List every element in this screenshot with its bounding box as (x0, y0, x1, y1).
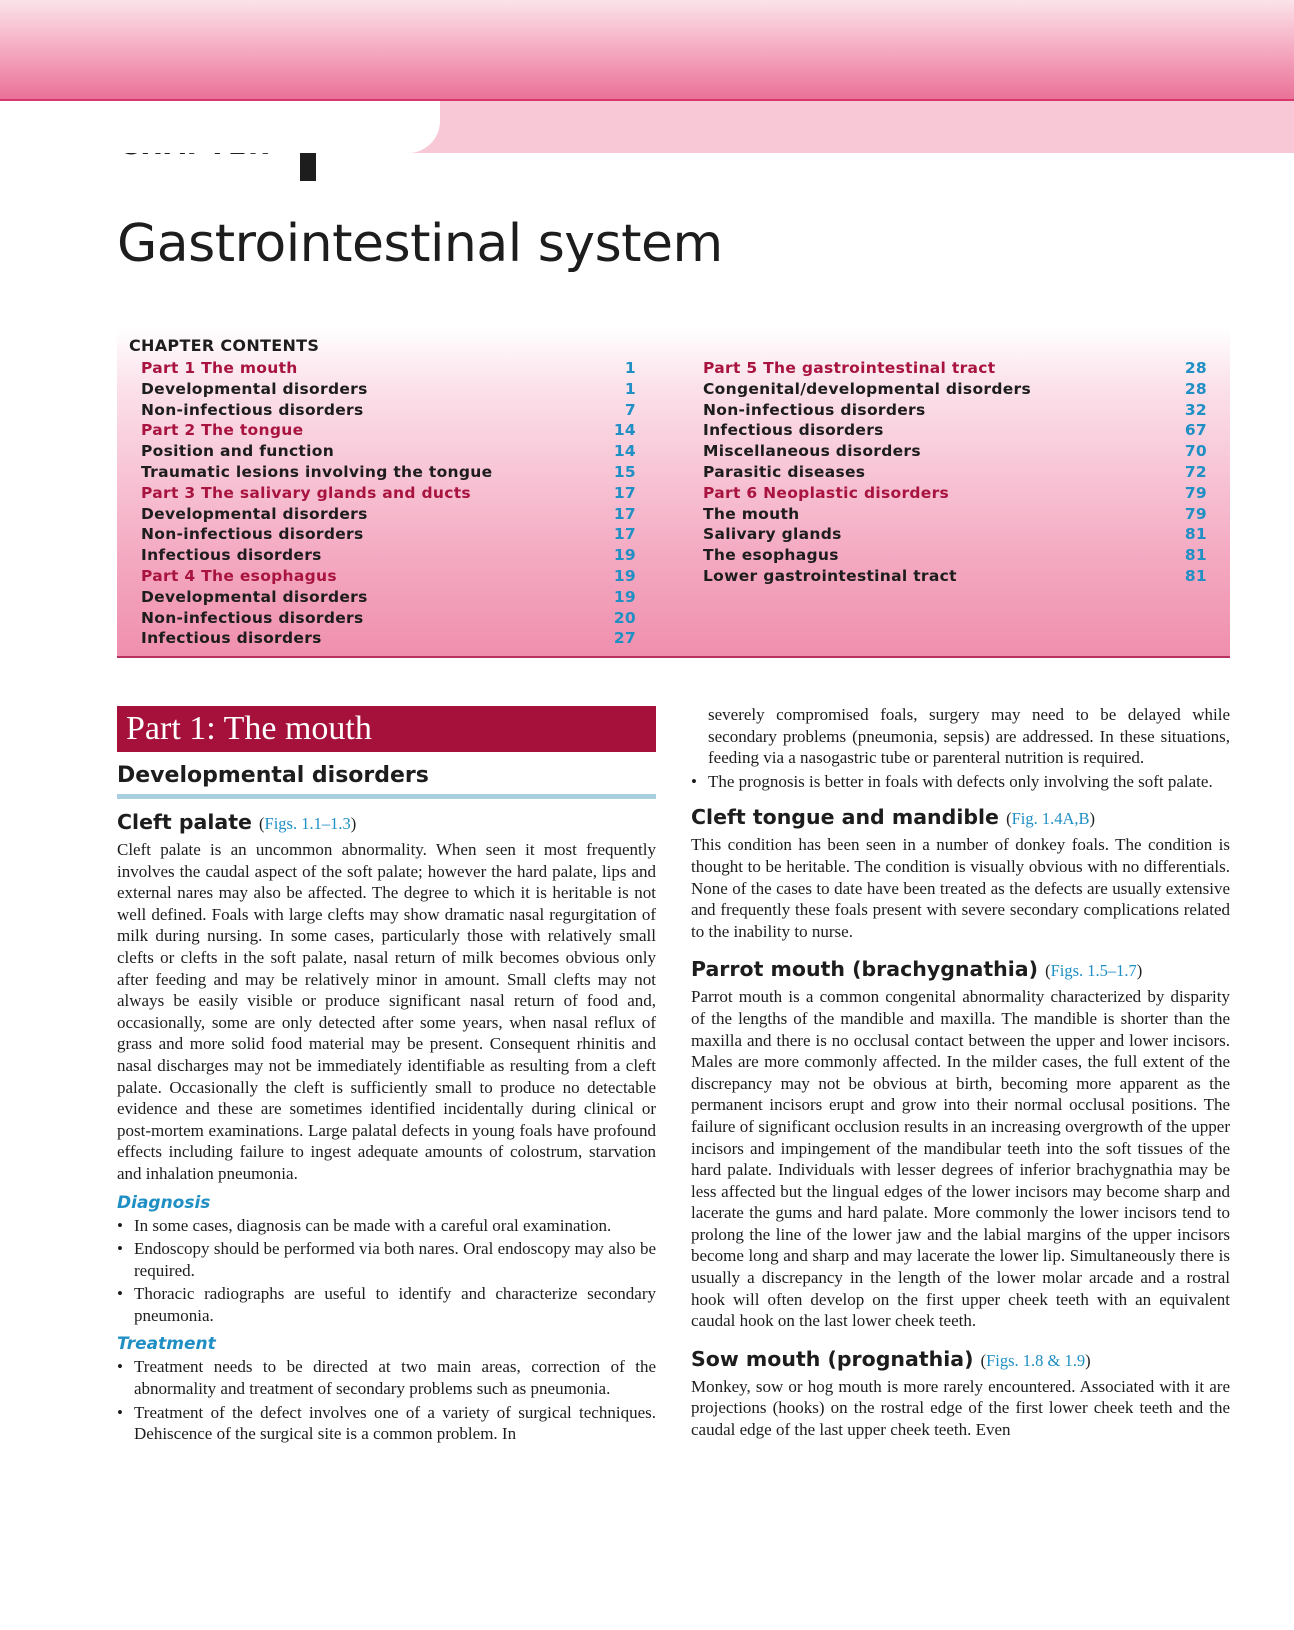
toc-entry[interactable] (141, 628, 636, 649)
toc-page-number: 79 (1184, 483, 1207, 502)
toc-entry[interactable] (141, 441, 636, 462)
parrot-mouth-body: Parrot mouth is a common congenital abnormality characterized by disparity of the lengths of the mandible and maxilla. The mandible is shorter than the maxilla and there is no occlusal contact between the upper and lower incisors. Males are more commonly affected. In the milder cases, the full extent of the discrepancy may not be obvious at birth, becoming more apparent as the permanent incisors erupt and grow into their normal occlusal positions. The failure of significant occlusion results in an increasing overgrowth of the upper incisors and impingement of the mandibular teeth into the soft tissues of the hard palate. Individuals with lesser degrees of inferior brachygnathia may be less affected but the lingual edges of the lower incisors may become sharp and lacerate the gums and hard palate. More commonly the lower incisors tend to prolong the line of the lower jaw and the labial margins of the upper incisors become long and sharp and may lacerate the lower lip. Simultaneously there is usually a discrepancy in the length of the lower molar arcade and a rostral hook will often develop on the first upper cheek teeth with an equivalent caudal hook on the last lower cheek teeth. (691, 987, 1230, 1331)
toc-page-number: 19 (613, 546, 636, 565)
chapter-title: Gastrointestinal system (117, 214, 723, 274)
diagnosis-heading: Diagnosis (117, 1192, 211, 1213)
left-column (117, 706, 656, 1447)
toc-part-entry[interactable] (141, 420, 636, 441)
toc-entry-title: Salivary glands (703, 525, 842, 544)
toc-page-number: 17 (613, 504, 636, 523)
toc-page-number: 17 (613, 525, 636, 544)
toc-page-number: 15 (613, 462, 636, 481)
toc-page-number: 19 (613, 587, 636, 606)
contents-heading: CHAPTER CONTENTS (129, 336, 320, 355)
toc-entry-title: Position and function (141, 442, 335, 461)
toc-page-number: 19 (613, 566, 636, 585)
toc-entry[interactable] (703, 462, 1207, 483)
toc-entry[interactable] (703, 400, 1207, 421)
toc-entry-title: Lower gastrointestinal tract (703, 566, 957, 585)
toc-entry[interactable] (141, 400, 636, 421)
toc-entry[interactable] (141, 545, 636, 566)
list-item: • Treatment needs to be directed at two main areas, correction of the abnormality and treatment of secondary problems such as pneumonia. (117, 1356, 656, 1399)
cleft-tongue-body: This condition has been seen in a number of donkey foals. The condition is thought to be heritable. The condition is visually obvious with no differentials. None of the cases to date have been treated as the defects are usually extensive and frequently these foals present with severe secondary complications related to the inability to nurse. (691, 835, 1230, 941)
figure-link[interactable]: Figs. 1.8 & 1.9 (986, 1350, 1086, 1370)
header-band (0, 0, 1294, 101)
toc-page-number: 14 (613, 442, 636, 461)
part-title: Part 1: The mouth (117, 706, 656, 752)
figure-link[interactable]: Fig. 1.4A,B (1011, 809, 1090, 829)
toc-entry-title: Developmental disorders (141, 379, 368, 398)
toc-entry-title: Infectious disorders (141, 629, 322, 648)
toc-entry-title: Traumatic lesions involving the tongue (141, 462, 493, 481)
toc-page-number: 17 (613, 483, 636, 502)
toc-page-number: 81 (1184, 525, 1207, 544)
header-tab-band (0, 101, 1294, 153)
toc-entry-title: Miscellaneous disorders (703, 442, 921, 461)
toc-part-entry[interactable] (141, 566, 636, 587)
toc-entry[interactable] (141, 462, 636, 483)
toc-entry[interactable] (141, 379, 636, 400)
toc-entry-title: Developmental disorders (141, 587, 368, 606)
toc-entry[interactable] (141, 587, 636, 608)
toc-page-number: 28 (1184, 379, 1207, 398)
toc-page-number: 79 (1184, 504, 1207, 523)
toc-entry-title: Non-infectious disorders (141, 608, 364, 627)
cleft-palate-body: Cleft palate is an uncommon abnormality. When seen it most frequently involves the caudal aspect of the soft palate; however the hard palate, lips and external nares may also be affected. The degree to which it is heritable is not well defined. Foals with large clefts may show dramatic nasal regurgitation of milk during nursing. In some cases, particularly those with relatively small clefts or clefts in the soft palate, nasal return of milk becomes obvious only after feeding and may be relatively minor in amount. Small clefts may not always be easily visible or produce significant nasal return of food and, occasionally, some are only detected after some years, when nasal reflux of grass and more solid food material may be present. Consequent rhinitis and nasal discharges may not be immediately identifiable as resulting from a cleft palate. Occasionally the cleft is sufficiently small to produce no detectable evidence and these are sometimes identified incidentally during clinical or post-mortem examinations. Large palatal defects in young foals have profound effects including failure to ingest adequate amounts of colostrum, starvation and inhalation pneumonia. (117, 840, 656, 1183)
toc-entry-title: Congenital/developmental disorders (703, 379, 1032, 398)
toc-page-number: 28 (1184, 359, 1207, 377)
toc-part-entry[interactable] (141, 483, 636, 504)
sow-mouth-heading: Sow mouth (prognathia) (Figs. 1.8 & 1.9) (691, 1346, 1091, 1371)
treatment-list (117, 1356, 656, 1444)
figure-link[interactable]: Figs. 1.5–1.7 (1050, 961, 1137, 981)
toc-entry-title: Infectious disorders (141, 546, 322, 565)
toc-entry[interactable] (703, 379, 1207, 400)
toc-entry-title: Non-infectious disorders (703, 400, 926, 419)
toc-page-number: 67 (1184, 421, 1207, 440)
toc-page-number: 27 (613, 629, 636, 648)
toc-entry-title: The esophagus (703, 546, 839, 565)
figure-link[interactable]: Figs. 1.1–1.3 (264, 814, 351, 833)
continuation-text: severely compromised foals, surgery may need to be delayed while secondary problems (pneumonia, sepsis) are addressed. In these situations, feeding via a nasogastric tube or parenteral nutrition is required. (708, 705, 1230, 768)
toc-entry-title: Developmental disorders (141, 504, 368, 523)
toc-entry-title: Part 2 The tongue (141, 421, 304, 440)
contents-right-column (703, 358, 1207, 587)
toc-entry-title: Non-infectious disorders (141, 400, 364, 419)
toc-page-number: 81 (1184, 546, 1207, 565)
toc-entry[interactable] (703, 545, 1207, 566)
diagnosis-list (117, 1215, 656, 1327)
toc-entry-title: Parasitic diseases (703, 462, 866, 481)
toc-entry[interactable] (703, 566, 1207, 587)
list-item: • In some cases, diagnosis can be made with a careful oral examination. (117, 1215, 656, 1237)
toc-entry[interactable] (703, 420, 1207, 441)
toc-entry[interactable] (141, 608, 636, 629)
toc-page-number: 81 (1184, 566, 1207, 585)
parrot-mouth-heading: Parrot mouth (brachygnathia) (Figs. 1.5–1.7) (691, 957, 1143, 982)
toc-entry-title: Part 6 Neoplastic disorders (703, 483, 950, 502)
list-item: • Endoscopy should be performed via both nares. Oral endoscopy may also be required. (117, 1238, 656, 1281)
toc-entry-title: Part 5 The gastrointestinal tract (703, 359, 996, 377)
toc-entry-title: Infectious disorders (703, 421, 884, 440)
toc-part-entry[interactable] (703, 483, 1207, 504)
toc-entry[interactable] (141, 524, 636, 545)
right-column (691, 704, 1230, 1441)
toc-part-entry[interactable] (703, 358, 1207, 379)
sow-mouth-body: Monkey, sow or hog mouth is more rarely encountered. Associated with it are projections (hooks) on the rostral edge of the first lower cheek teeth and the caudal edge of the last upper cheek teeth. Even (691, 1376, 1230, 1440)
cleft-palate-heading: Cleft palate (Figs. 1.1–1.3) (117, 810, 357, 834)
prognosis-list (691, 771, 1230, 793)
chapter-contents (117, 328, 1230, 658)
section-title: Developmental disorders (117, 763, 656, 799)
toc-entry-title: Part 1 The mouth (141, 359, 298, 377)
toc-entry-title: Non-infectious disorders (141, 525, 364, 544)
treatment-heading: Treatment (117, 1334, 216, 1355)
contents-left-column (141, 358, 636, 649)
toc-page-number: 20 (613, 608, 636, 627)
list-item: • Thoracic radiographs are useful to identify and characterize secondary pneumonia. (117, 1283, 656, 1326)
toc-entry[interactable] (703, 524, 1207, 545)
list-item: • The prognosis is better in foals with defects only involving the soft palate. (691, 771, 1230, 793)
toc-page-number: 1 (624, 359, 636, 377)
toc-entry[interactable] (141, 504, 636, 525)
toc-entry-title: The mouth (703, 504, 800, 523)
toc-entry-title: Part 3 The salivary glands and ducts (141, 483, 471, 502)
toc-page-number: 7 (624, 400, 636, 419)
cleft-tongue-heading: Cleft tongue and mandible (Fig. 1.4A,B) (691, 805, 1096, 830)
toc-part-entry[interactable] (141, 358, 636, 379)
toc-page-number: 32 (1184, 400, 1207, 419)
toc-page-number: 72 (1184, 462, 1207, 481)
toc-page-number: 1 (624, 379, 636, 398)
toc-page-number: 70 (1184, 442, 1207, 461)
toc-entry[interactable] (703, 504, 1207, 525)
toc-page-number: 14 (613, 421, 636, 440)
toc-entry[interactable] (703, 441, 1207, 462)
toc-entry-title: Part 4 The esophagus (141, 566, 337, 585)
list-item: • Treatment of the defect involves one of a variety of surgical techniques. Dehiscence of the surgical site is a common problem. In (117, 1402, 656, 1445)
